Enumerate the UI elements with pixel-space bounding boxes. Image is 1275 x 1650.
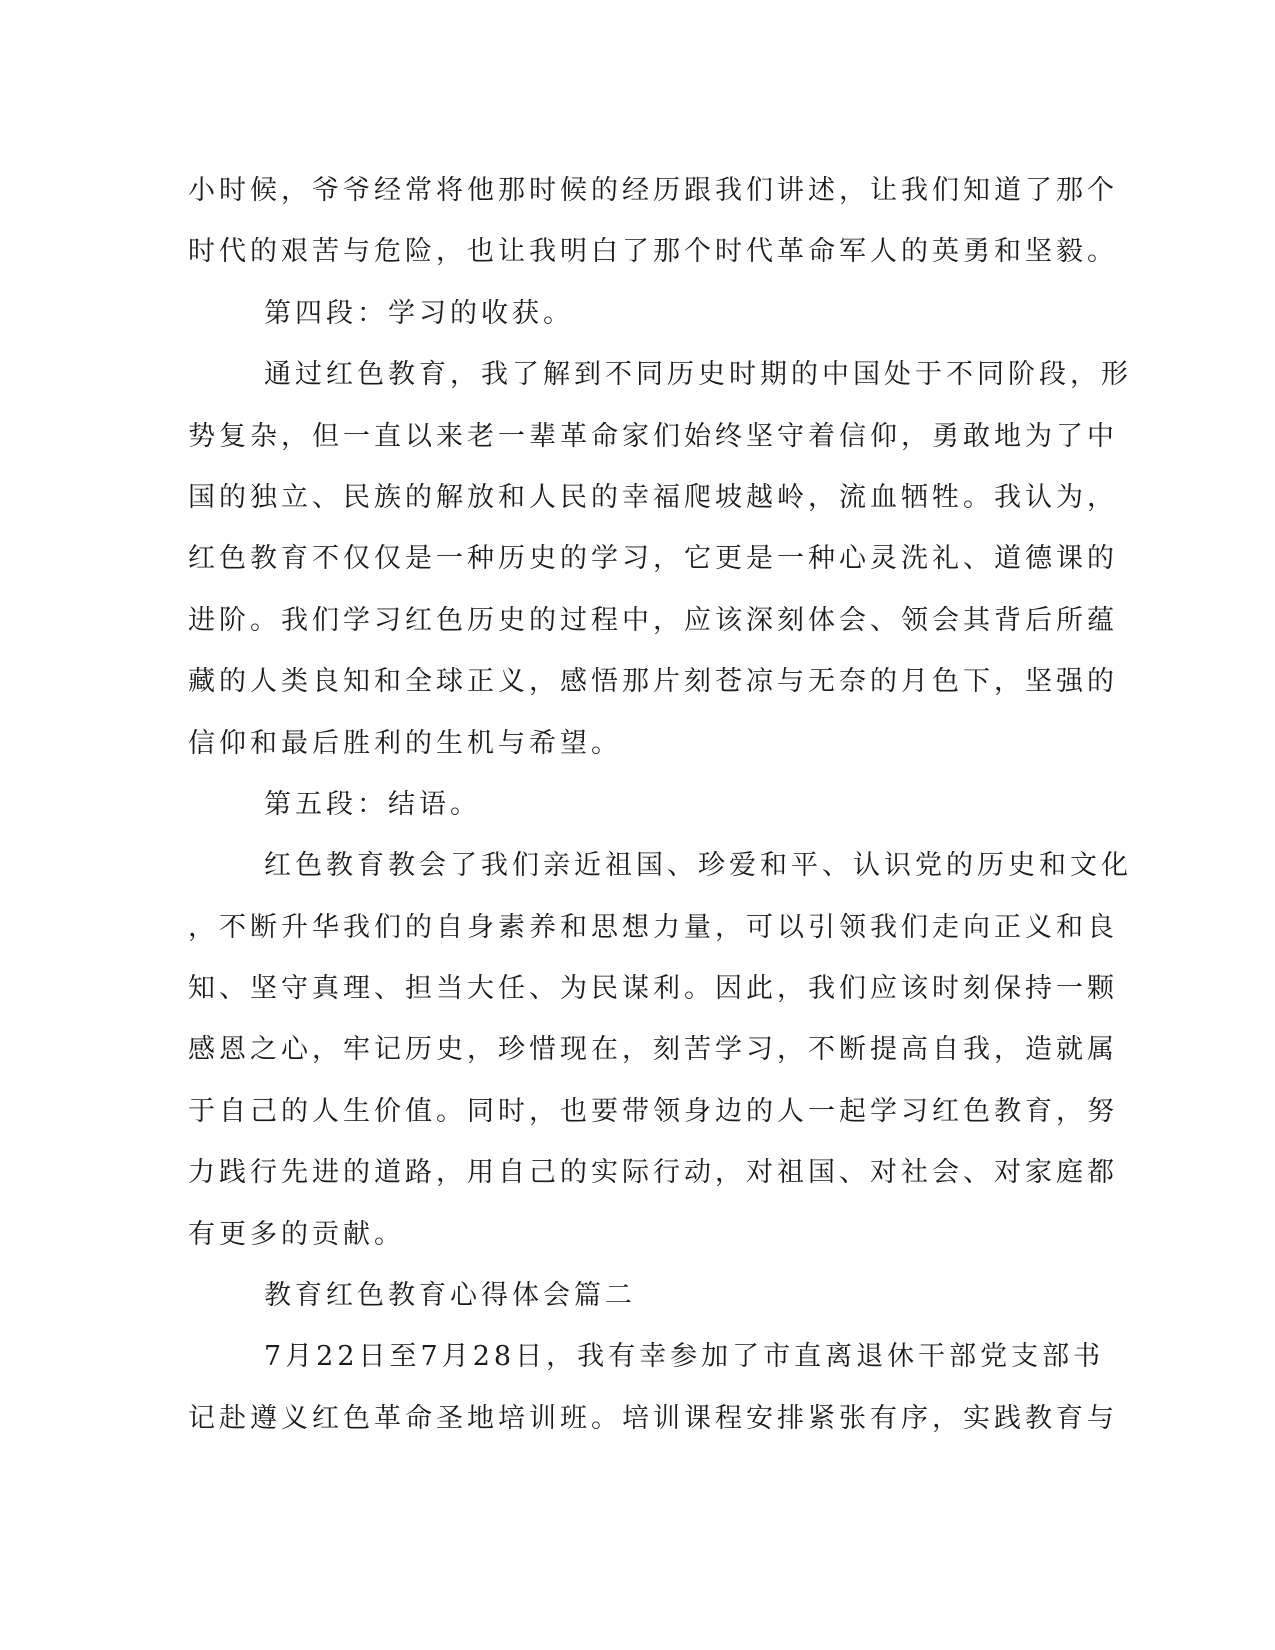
text-line: 进阶。我们学习红色历史的过程中，应该深刻体会、领会其背后所蕴 bbox=[188, 604, 1118, 636]
text-line: 信仰和最后胜利的生机与希望。 bbox=[188, 727, 622, 759]
text-line: 红色教育教会了我们亲近祖国、珍爱和平、认识党的历史和文化 bbox=[264, 850, 1132, 882]
text-line: 于自己的人生价值。同时，也要带领身边的人一起学习红色教育，努 bbox=[188, 1095, 1118, 1127]
text-line: 时代的艰苦与危险，也让我明白了那个时代革命军人的英勇和坚毅。 bbox=[188, 236, 1118, 268]
text-line: 势复杂，但一直以来老一辈革命家们始终坚守着信仰，勇敢地为了中 bbox=[188, 420, 1118, 452]
text-line: 红色教育不仅仅是一种历史的学习，它更是一种心灵洗礼、道德课的 bbox=[188, 543, 1118, 575]
text-line: 有更多的贡献。 bbox=[188, 1218, 405, 1250]
text-line: 通过红色教育，我了解到不同历史时期的中国处于不同阶段，形 bbox=[264, 359, 1132, 391]
section-heading-5: 第五段：结语。 bbox=[264, 788, 481, 820]
text-line: 记赴遵义红色革命圣地培训班。培训课程安排紧张有序，实践教育与 bbox=[188, 1402, 1118, 1434]
text-line: 感恩之心，牢记历史，珍惜现在，刻苦学习，不断提高自我，造就属 bbox=[188, 1034, 1118, 1066]
section-heading-4: 第四段：学习的收获。 bbox=[264, 297, 574, 329]
text-line: 7月22日至7月28日，我有幸参加了市直离退休干部党支部书 bbox=[264, 1341, 1105, 1373]
text-line: 小时候，爷爷经常将他那时候的经历跟我们讲述，让我们知道了那个 bbox=[188, 175, 1118, 206]
text-line: 力践行先进的道路，用自己的实际行动，对祖国、对社会、对家庭都 bbox=[188, 1157, 1118, 1189]
text-line: ，不断升华我们的自身素养和思想力量，可以引领我们走向正义和良 bbox=[188, 911, 1118, 943]
article-title-part-2: 教育红色教育心得体会篇二 bbox=[264, 1280, 636, 1312]
text-line: 知、坚守真理、担当大任、为民谋利。因此，我们应该时刻保持一颗 bbox=[188, 973, 1118, 1005]
document-body bbox=[188, 160, 1132, 1449]
text-line: 国的独立、民族的解放和人民的幸福爬坡越岭，流血牺牲。我认为， bbox=[188, 481, 1118, 513]
text-line: 藏的人类良知和全球正义，感悟那片刻苍凉与无奈的月色下，坚强的 bbox=[188, 666, 1118, 698]
